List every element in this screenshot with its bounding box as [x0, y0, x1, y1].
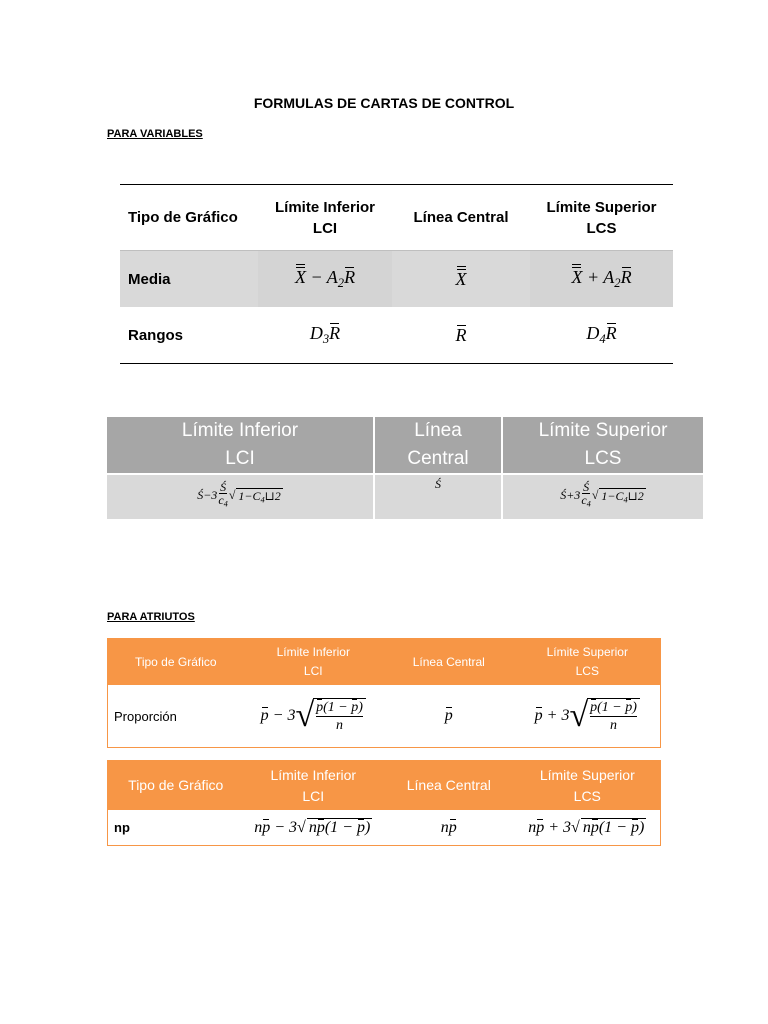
header-upper-limit-line1: Límite Superior — [538, 420, 668, 441]
header-lower-limit-line1: Límite Inferior — [270, 766, 357, 783]
header-lower-limit-line2: LCI — [312, 219, 338, 237]
page-title: FORMULAS DE CARTAS DE CONTROL — [253, 95, 515, 111]
formula-media-center: X — [455, 268, 467, 289]
header-upper-limit — [515, 765, 660, 807]
formula-media-lci: $X - A_2R$ — [258, 251, 392, 307]
row-label-proporcion: Proporción — [114, 708, 177, 724]
header-chart-type: Tipo de Gráfico — [128, 777, 224, 793]
formula-rangos-lci: $D_3R$ — [309, 323, 341, 346]
header-upper-limit-line1: Límite Superior — [546, 198, 657, 216]
table-row — [107, 473, 703, 519]
formula-media-lcs: $X + A_2R$ — [530, 251, 673, 307]
table-row — [120, 250, 673, 307]
header-lower-limit-line2: LCI — [303, 664, 323, 678]
formula-s-center: Ś — [375, 473, 503, 519]
row-label-np: np — [114, 820, 130, 835]
header-center-line-line1: Línea — [414, 420, 462, 441]
formula-p-center: p — [444, 707, 453, 724]
header-upper-limit-line2: LCS — [575, 664, 599, 678]
header-center-line-line2: Central — [407, 448, 469, 469]
p-chart-table — [107, 638, 661, 748]
header-lower-limit — [244, 765, 384, 807]
formula-np-center: np — [440, 818, 457, 836]
section-label-attributes: PARA ATRIUTOS — [107, 611, 195, 623]
header-lower-limit-line2: LCI — [225, 448, 255, 469]
header-lower-limit-line1: Límite Inferior — [274, 198, 375, 216]
header-upper-limit — [515, 643, 660, 681]
header-upper-limit — [530, 197, 673, 239]
row-label-media: Media — [128, 270, 171, 288]
header-lower-limit — [244, 643, 384, 681]
table-header-row — [108, 639, 660, 685]
header-center-line — [375, 417, 503, 473]
table-row — [108, 810, 660, 845]
header-center-line: Línea Central — [413, 209, 509, 226]
table-header-row — [108, 761, 660, 810]
formula-p-lci: p − 3 √ p(1 − p) n — [244, 698, 383, 734]
table-header-row — [107, 417, 703, 473]
header-chart-type: Tipo de Gráfico — [128, 209, 238, 226]
header-center-line: Línea Central — [406, 777, 491, 793]
table-header-row — [120, 185, 673, 250]
header-lower-limit-line1: Límite Inferior — [181, 420, 299, 441]
header-upper-limit-line1: Límite Superior — [539, 766, 635, 783]
formula-rangos-center: R — [455, 324, 467, 345]
header-upper-limit-line2: LCS — [586, 219, 617, 237]
header-chart-type: Tipo de Gráfico — [134, 654, 217, 669]
formula-np-lci: np − 3√ np(1 − p) — [254, 818, 371, 836]
header-upper-limit-line1: Límite Superior — [546, 645, 628, 659]
formula-s-lcs: Ś+3 $\frac{Ś}{c_4}$ √ $1-C_4⊔2$ — [503, 473, 703, 519]
header-upper-limit — [503, 417, 703, 473]
table-row — [108, 685, 660, 747]
s-chart-table — [107, 417, 703, 519]
header-lower-limit — [107, 417, 375, 473]
header-upper-limit-line2: LCS — [573, 787, 601, 804]
header-upper-limit-line2: LCS — [584, 448, 622, 469]
header-lower-limit — [258, 197, 392, 239]
formula-np-lcs: np + 3√ np(1 − p) — [528, 818, 645, 836]
section-label-variables: PARA VARIABLES — [107, 128, 203, 140]
header-lower-limit-line2: LCI — [302, 787, 325, 804]
np-chart-table — [107, 760, 661, 846]
formula-rangos-lcs: $D_4R$ — [586, 323, 617, 346]
row-label-rangos: Rangos — [128, 326, 184, 344]
variables-table — [120, 184, 673, 364]
table-row — [120, 307, 673, 363]
formula-p-lcs: p + 3 √ p(1 − p) n — [515, 698, 660, 734]
header-lower-limit-line1: Límite Inferior — [276, 645, 350, 659]
formula-s-lci: Ś−3 $\frac{Ś}{c_4}$ √ $1-C_4⊔2$ — [107, 473, 375, 519]
header-center-line: Línea Central — [412, 654, 485, 669]
